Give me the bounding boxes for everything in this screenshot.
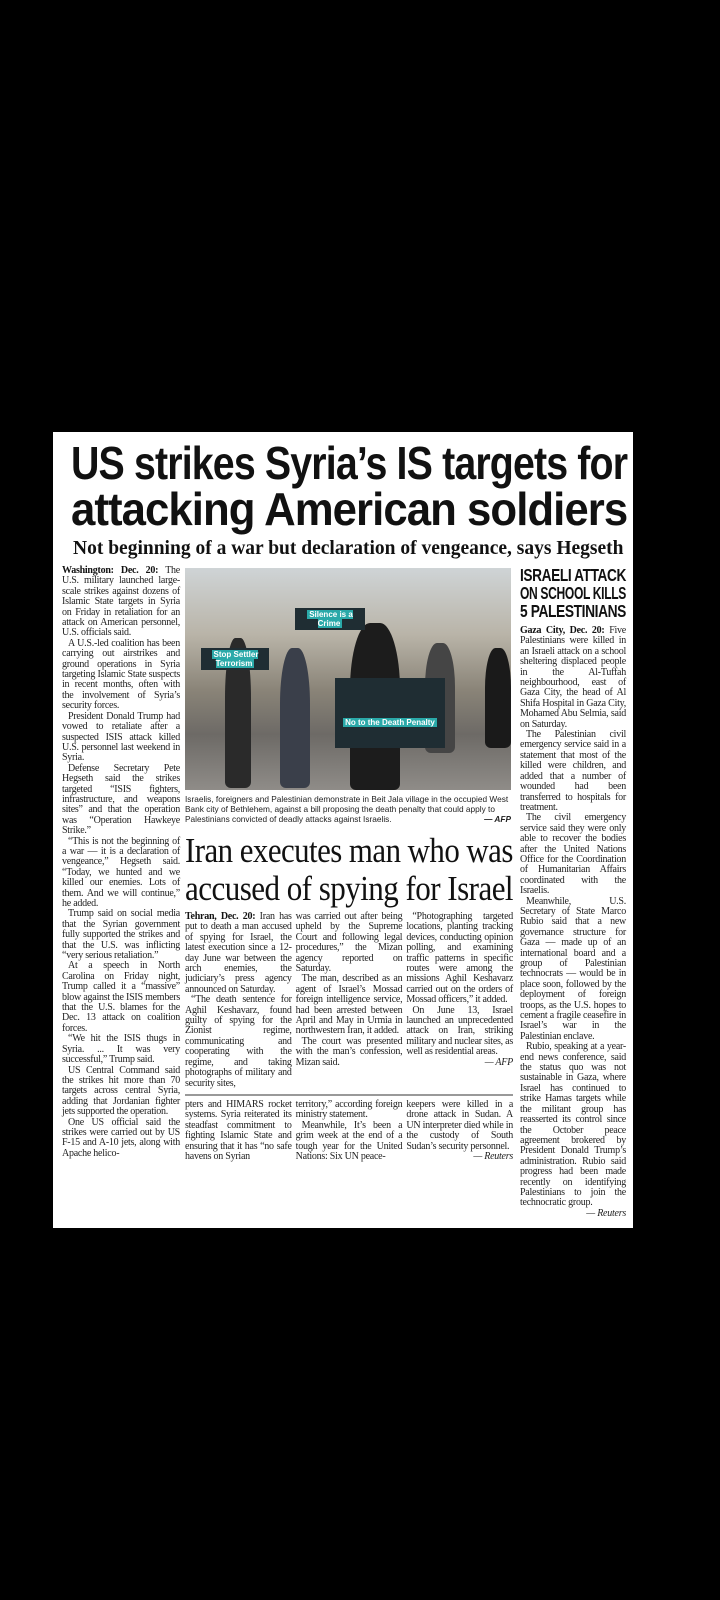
- divider: [185, 1094, 513, 1096]
- gaza-headline: ISRAELI ATTACK ON SCHOOL KILLS 5 PALESTINIANS: [520, 565, 627, 621]
- gaza-story-column: Gaza City, Dec. 20: Five Palestinians were killed in an Israeli attack on a school sheltering displaced people in the Al-Tuffah neighbourhood, east of Gaza City, the head of Al Shifa Hospital in Gaza City, Mohamed Abu Selmia, said on Saturday. The Palestinian civil emergency service said in a statement that most of the killed were children, and added that a number of wounded had been transferred to hospitals for treatment. The civil emergency service said they were only able to recover the bodies after the United Nations Office for the Coordination of Humanitarian Affairs coordinated with the Israelis. Meanwhile, U.S. Secretary of State Marco Rubio said that a new governance structure for Gaza — made up of an international board and a group of Palestinian technocrats — would be in place soon, followed by the deployment of foreign troops, as the U.S. hopes to cement a fragile ceasefire in Israel’s war in the Palestinian enclave. Rubio, speaking at a year-end news conference, said the status quo was not sustainable in Gaza, where Israel has continued to strike Hamas targets while the militant group has reasserted its control since the October peace agreement brokered by President Donald Trump’s administration. Rubio said progress had been made recently on identifying Palestinians to join the technocratic group. — Reuters: [520, 625, 626, 1219]
- paragraph: Trump said on social media that the Syrian government fully supported the strikes and that the U.S. was inflicting “very serious retaliation.”: [62, 908, 180, 962]
- paragraph: Defense Secretary Pete Hegseth said the strikes targeted “ISIS fighters, infrastructure, and weapons sites” and that the operation was “Operation Hawkeye Strike.”: [62, 762, 180, 837]
- main-story-column: [62, 566, 180, 1159]
- protest-sign: Silence is a Crime: [295, 608, 365, 630]
- iran-headline: [185, 832, 513, 908]
- paragraph: The U.S. military launched large-scale strikes against dozens of Islamic State targets in Syria on Friday in retaliation for an attack on American personnel, U.S. officials said.: [62, 565, 180, 639]
- iran-column-3: “Photographing targeted locations, planting tracking devices, conducting opinion polling, and examining traffic patterns in specific routes were among the missions Aghil Keshavarz carried out on the orders of Mossad officers,” it added. On June 13, Israel launched an unprecedented attack on Iran, striking military and nuclear sites, as well as residential areas. — AFP: [406, 911, 514, 1068]
- paragraph: “We hit the ISIS thugs in Syria. ... It was very successful,” Trump said.: [62, 1033, 180, 1066]
- continuation-column-2: territory,” according foreign ministry statement. Meanwhile, It’s been a grim week at the end of a tough year for the United Nations: Six UN peace-: [295, 1098, 403, 1162]
- paragraph: A U.S.-led coalition has been carrying out airstrikes and ground operations in Syria targeting Islamic State suspects in recent months, often with the involvement of Syria’s security forces.: [62, 637, 180, 712]
- main-headline-line2: attacking American soldiers: [71, 483, 628, 535]
- iran-column-1: Tehran, Dec. 20: Iran has put to death a man accused of spying for Israel, the latest execution since a 12-day June war between the arch enemies, the judiciary’s press agency announced on Saturday. “The death sentence for Aghil Keshavarz, found guilty of spying for the Zionist regime, communicating and cooperating with the regime, and taking photographs of military and security sites,: [185, 911, 292, 1089]
- main-subheadline-wrap: [73, 538, 629, 560]
- paragraph: US Central Command said the strikes hit more than 70 targets across central Syria, adding that Jordanian fighter jets supported the operation.: [62, 1064, 180, 1118]
- paragraph: President Donald Trump had vowed to retaliate after a suspected ISIS attack killed U.S. personnel last weekend in Syria.: [62, 710, 180, 764]
- source-credit: — Reuters: [473, 1150, 514, 1162]
- newspaper-clipping: [53, 432, 633, 1228]
- paragraph: At a speech in North Carolina on Friday night, Trump called it a “massive” blow against the ISIS members that the U.S. blames for the Dec. 13 attack on coalition forces.: [62, 960, 180, 1034]
- gaza-story: [520, 566, 626, 1219]
- protest-sign: Stop Settler Terrorism: [201, 648, 269, 670]
- main-headline: [71, 437, 628, 535]
- dateline: Tehran, Dec. 20:: [185, 911, 256, 922]
- source-credit: — AFP: [484, 1056, 514, 1068]
- source-credit: — Reuters: [586, 1207, 626, 1219]
- photo-credit: — AFP: [484, 814, 511, 824]
- iran-columns: [185, 912, 513, 1089]
- paragraph: “This is not the beginning of a war — it is a declaration of vengeance,” Hegseth said. “Today, we hunted and we killed our enemies. Lots of them. And we will continue,” he added.: [62, 835, 180, 909]
- center-area: [185, 568, 513, 1162]
- iran-headline-line2: accused of spying for Israel: [185, 870, 514, 908]
- continuation-column-1: pters and HIMARS rocket systems. Syria reiterated its steadfast commitment to fighting Islamic State and ensuring that it has “no safe havens on Syrian: [185, 1098, 292, 1162]
- main-subheadline: Not beginning of a war but declaration of vengeance, says Hegseth: [73, 538, 624, 559]
- continuation-columns: [185, 1100, 513, 1162]
- paragraph: One US official said the strikes were carried out by US F-15 and A-10 jets, along with Apache helico-: [62, 1116, 180, 1159]
- iran-column-2: was carried out after being upheld by the Supreme Court and following legal procedures,” the Mizan agency reported on Saturday. The man, described as an agent of Israel’s Mossad foreign intelligence service, had been arrested between April and May in Urmia in northwestern Iran, it added. The court was presented with the man’s confession, Mizan said.: [295, 911, 403, 1068]
- photo-caption: Israelis, foreigners and Palestinian demonstrate in Beit Jala village in the occupied West Bank city of Bethlehem, against a bill proposing the death penalty that could apply to Palestinians convicted of deadly attacks against Israelis. — AFP: [185, 794, 511, 824]
- protest-sign: No to the Death Penalty: [335, 678, 445, 748]
- continuation-column-3: keepers were killed in a drone attack in Sudan. A UN interpreter died while in the custody of South Sudan’s security personnel. — Reuters: [406, 1098, 514, 1162]
- main-headline-line1: US strikes Syria’s IS targets for: [71, 437, 628, 489]
- dateline: Gaza City, Dec. 20:: [520, 625, 605, 636]
- protest-photo: [185, 568, 511, 790]
- iran-headline-line1: Iran executes man who was: [185, 832, 513, 870]
- dateline: Washington: Dec. 20:: [62, 565, 159, 576]
